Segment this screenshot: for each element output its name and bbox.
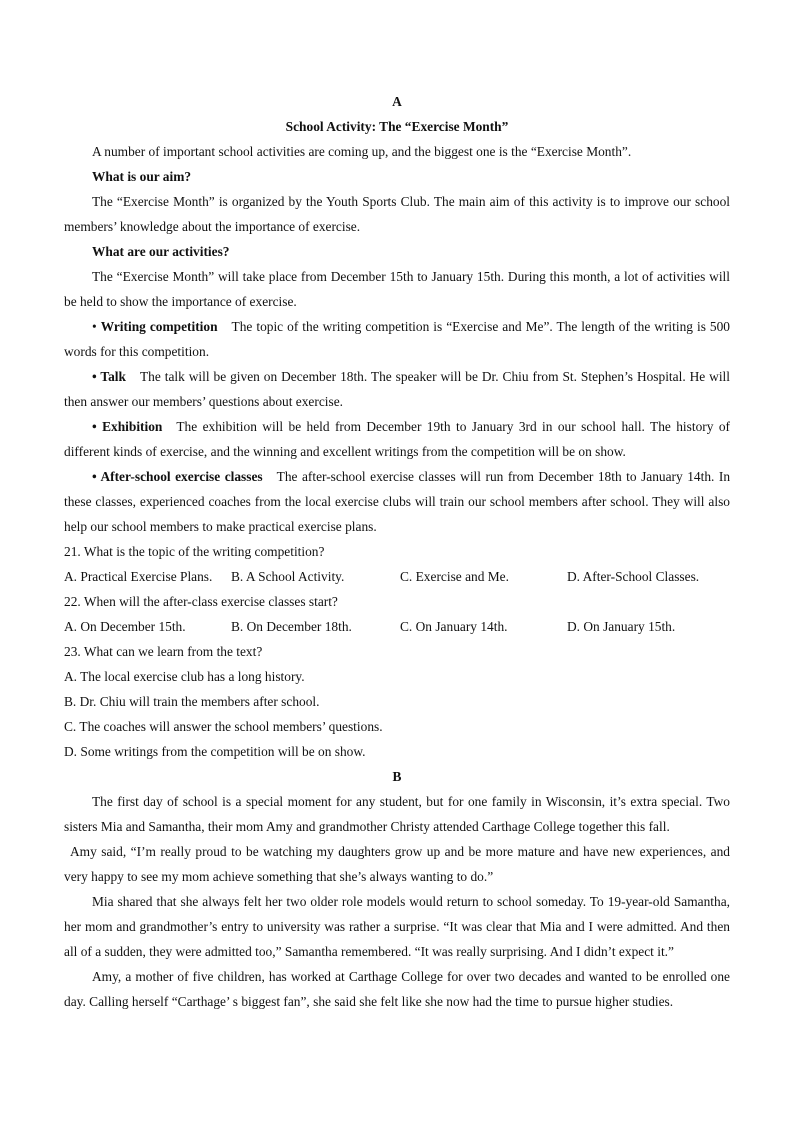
bullet-text: The after-school exercise classes will run from December 18th to January 14th. In these classes, experienced coaches from the local exercise clubs will train our school members after school. They will also help our school members to make practical exercise plans. bbox=[64, 469, 731, 534]
option-c: C. The coaches will answer the school members’ questions. bbox=[64, 719, 383, 734]
bullet-writing-competition: • Writing competition The topic of the writing competition is “Exercise and Me”. The length of the writing is 500 words for this competition. bbox=[64, 319, 730, 359]
activities-text: The “Exercise Month” will take place from December 15th to January 15th. During this month, a lot of activities will be held to show the importance of exercise. bbox=[64, 269, 730, 309]
aim-text: The “Exercise Month” is organized by the Youth Sports Club. The main aim of this activity is to improve our school members’ knowledge about the importance of exercise. bbox=[64, 194, 730, 234]
bullet-exhibition: • Exhibition The exhibition will be held from December 19th to January 3rd in our school hall. The history of different kinds of exercise, and the winning and excellent writings from the competition will be on show. bbox=[64, 419, 730, 459]
question-21-stem: 21. What is the topic of the writing competition? bbox=[64, 544, 325, 559]
option-d: D. On January 15th. bbox=[567, 619, 676, 634]
bullet-text: The talk will be given on December 18th. The speaker will be Dr. Chiu from St. Stephen’s Hospital. He will then answer our members’ questions about exercise. bbox=[64, 369, 730, 409]
option-a: A. On December 15th. bbox=[64, 619, 186, 634]
option-b: B. Dr. Chiu will train the members after school. bbox=[64, 694, 320, 709]
bullet-after-school-classes: • After-school exercise classes The after-school exercise classes will run from December 18th to January 14th. In these classes, experienced coaches from the local exercise clubs will train our school members after school. They will also help our school members to make practical exercise plans. bbox=[64, 469, 731, 534]
activities-heading: What are our activities? bbox=[92, 244, 230, 259]
option-b: B. On December 18th. bbox=[231, 619, 352, 634]
question-21-options bbox=[64, 564, 730, 589]
document-content bbox=[64, 89, 730, 1014]
option-d: D. Some writings from the competition will be on show. bbox=[64, 744, 366, 759]
passage-b-paragraph: Mia shared that she always felt her two older role models would return to school someday. To 19-year-old Samantha, her mom and grandmother’s entry to university was rather a surprise. “It was clear that Mia and I were admitted. And then all of a sudden, they were admitted too,” Samantha remembered. “It was really surprising. And I didn’t expect it.” bbox=[64, 894, 730, 959]
bullet-label: After-school exercise classes bbox=[100, 469, 263, 484]
option-b: B. A School Activity. bbox=[231, 569, 345, 584]
option-c: C. Exercise and Me. bbox=[400, 569, 509, 584]
bullet-text: The topic of the writing competition is “Exercise and Me”. The length of the writing is 500 words for this competition. bbox=[64, 319, 730, 359]
option-a: A. The local exercise club has a long history. bbox=[64, 669, 305, 684]
bullet-label: Talk bbox=[100, 369, 126, 384]
passage-b-paragraph: Amy said, “I’m really proud to be watching my daughters grow up and be more mature and have new experiences, and very happy to see my mom achieve something that she’s always wanting to do.” bbox=[64, 844, 730, 884]
passage-a-title: School Activity: The “Exercise Month” bbox=[285, 119, 509, 134]
bullet-label: Writing competition bbox=[100, 319, 218, 334]
option-d: D. After-School Classes. bbox=[567, 569, 700, 584]
option-a: A. Practical Exercise Plans. bbox=[64, 569, 213, 584]
question-22-options bbox=[64, 614, 730, 639]
option-c: C. On January 14th. bbox=[400, 619, 508, 634]
passage-b-paragraph: Amy, a mother of five children, has worked at Carthage College for over two decades and wanted to be enrolled one day. Calling herself “Carthage’ s biggest fan”, she said she felt like she now had the time to pursue higher studies. bbox=[64, 969, 730, 1009]
bullet-talk: • Talk The talk will be given on December 18th. The speaker will be Dr. Chiu from St. Stephen’s Hospital. He will then answer our members’ questions about exercise. bbox=[64, 369, 730, 409]
aim-heading: What is our aim? bbox=[92, 169, 192, 184]
bullet-text: The exhibition will be held from December 19th to January 3rd in our school hall. The history of different kinds of exercise, and the winning and excellent writings from the competition will be on show. bbox=[64, 419, 730, 459]
passage-a-intro: A number of important school activities are coming up, and the biggest one is the “Exercise Month”. bbox=[92, 144, 632, 159]
bullet-label: Exhibition bbox=[102, 419, 163, 434]
passage-b-letter: B bbox=[392, 769, 402, 784]
passage-a-letter: A bbox=[392, 94, 402, 109]
passage-b-paragraph: The first day of school is a special moment for any student, but for one family in Wisconsin, it’s extra special. Two sisters Mia and Samantha, their mom Amy and grandmother Christy attended Carthage College together this fall. bbox=[64, 794, 730, 834]
question-23-stem: 23. What can we learn from the text? bbox=[64, 644, 263, 659]
question-22-stem: 22. When will the after-class exercise classes start? bbox=[64, 594, 338, 609]
